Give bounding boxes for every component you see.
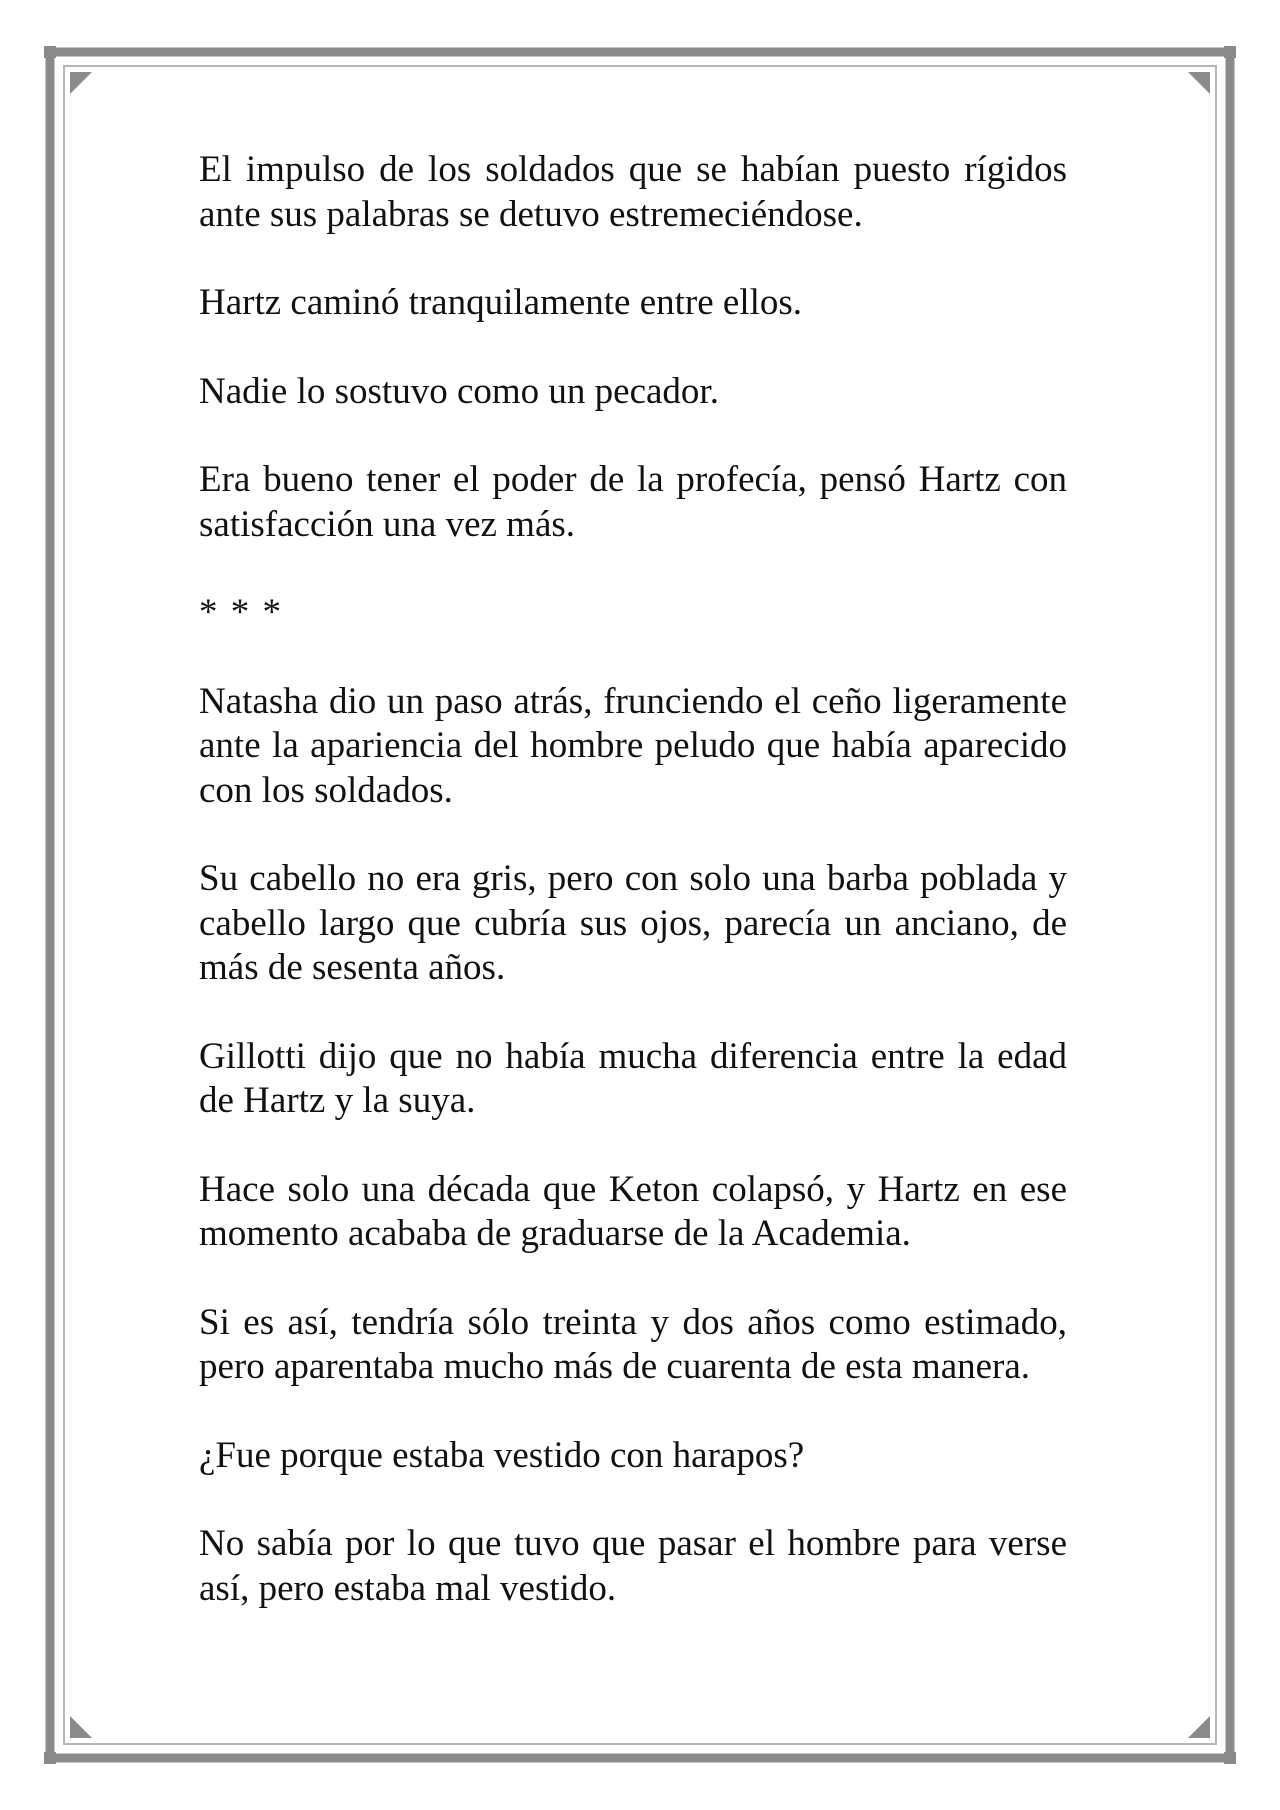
corner-triangle-top-left	[70, 72, 92, 94]
paragraph-7: Gillotti dijo que no había mucha diferencia entre la edad de Hartz y la suya.	[199, 1035, 1067, 1121]
corner-ornament-bottom-left	[44, 1752, 56, 1764]
paragraph-4: Era bueno tener el poder de la profecía, pensó Hartz con satisfacción una vez más.	[199, 459, 1067, 545]
paragraph-11: No sabía por lo que tuvo que pasar el hombre para verse así, pero estaba mal vestido.	[199, 1523, 1067, 1609]
paragraph-5: Natasha dio un paso atrás, frunciendo el ceño ligeramente ante la apariencia del hombre peludo que había aparecido con los soldados.	[199, 680, 1067, 811]
corner-ornament-top-left	[44, 46, 56, 58]
corner-triangle-bottom-right	[1188, 1716, 1210, 1738]
paragraph-2: Hartz caminó tranquilamente entre ellos.	[199, 282, 803, 323]
corner-ornament-bottom-right	[1224, 1752, 1236, 1764]
paragraph-1: El impulso de los soldados que se habían puesto rígidos ante sus palabras se detuvo estremeciéndose.	[199, 149, 1067, 235]
paragraph-3: Nadie lo sostuvo como un pecador.	[199, 370, 719, 412]
corner-ornament-top-right	[1224, 46, 1236, 58]
corner-triangle-top-right	[1188, 72, 1210, 94]
paragraph-9: Si es así, tendría sólo treinta y dos años como estimado, pero aparentaba mucho más de cuarenta de esta manera.	[199, 1301, 1067, 1387]
corner-triangle-bottom-left	[70, 1716, 92, 1738]
scene-separator: * * *	[199, 592, 283, 633]
page-body-text	[199, 148, 1067, 1655]
paragraph-6: Su cabello no era gris, pero con solo una barba poblada y cabello largo que cubría sus ojos, parecía un anciano, de más de sesenta años.	[199, 858, 1067, 988]
paragraph-8: Hace solo una década que Keton colapsó, y Hartz en ese momento acababa de graduarse de la Academia.	[199, 1168, 1067, 1254]
paragraph-10: ¿Fue porque estaba vestido con harapos?	[199, 1434, 805, 1476]
